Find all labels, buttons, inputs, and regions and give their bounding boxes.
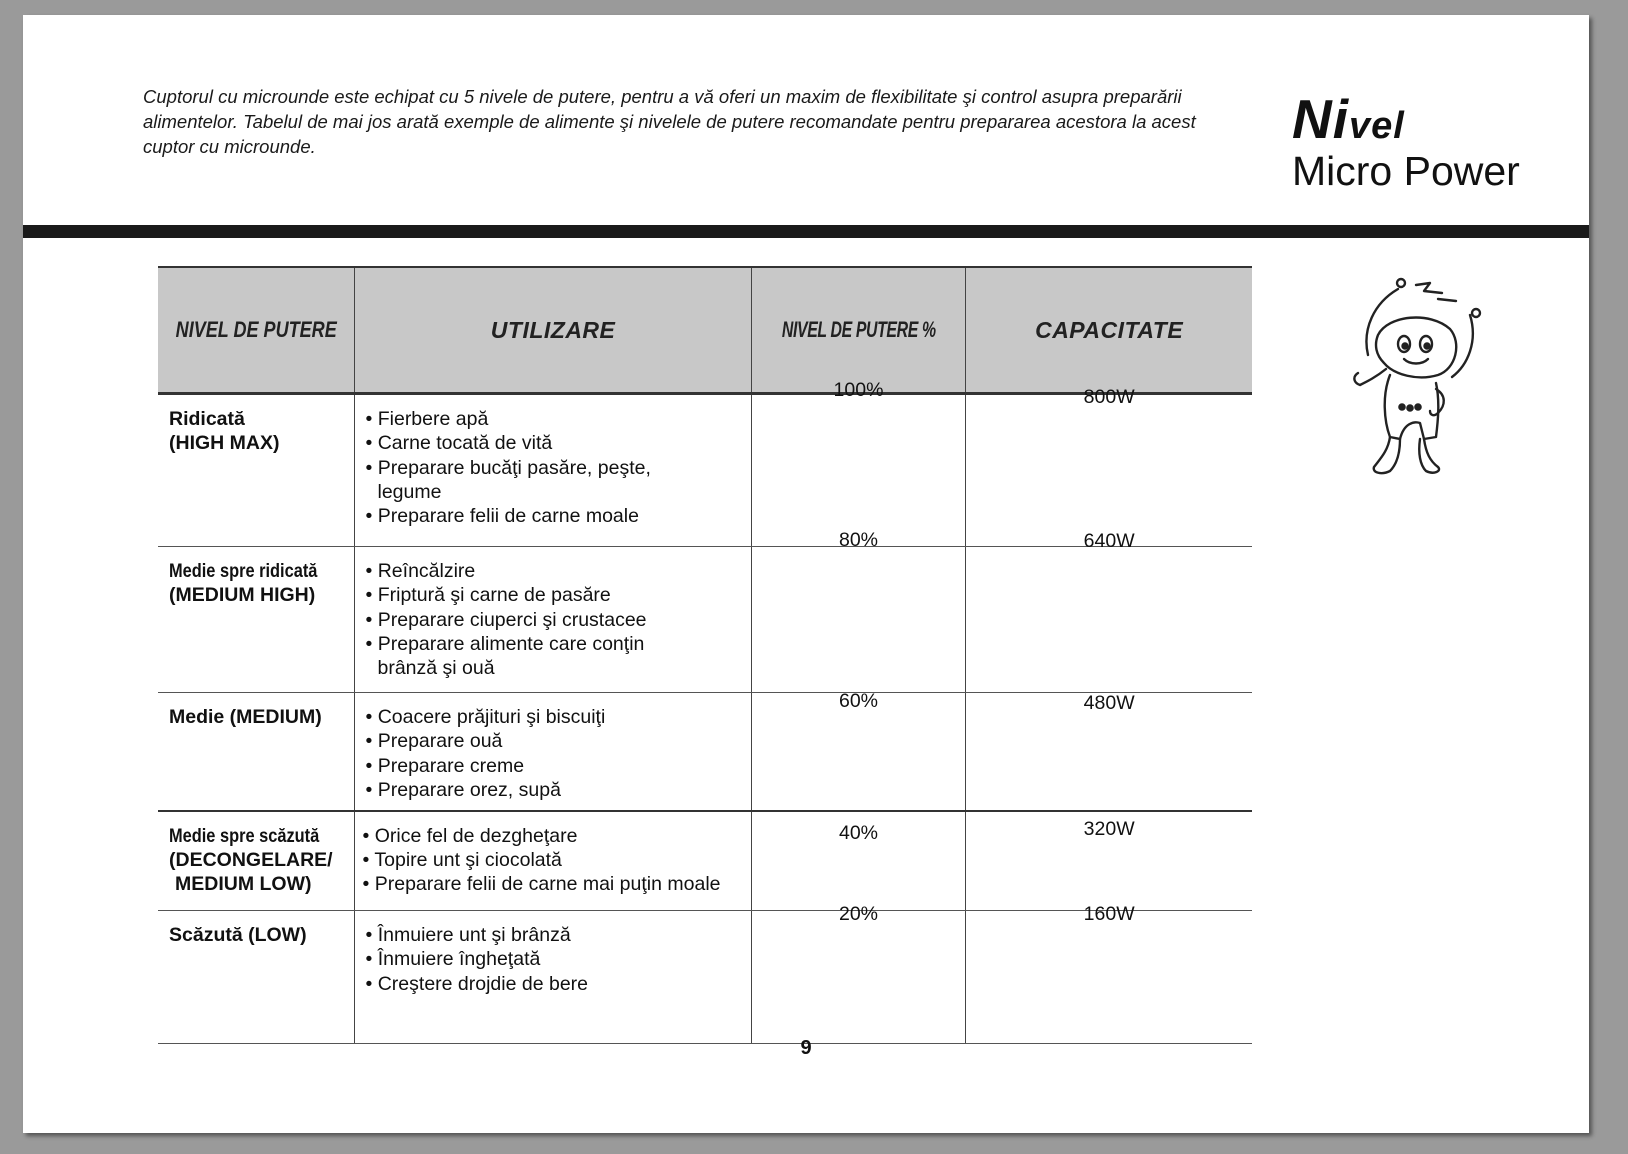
- level-cell: Medie (MEDIUM): [158, 693, 355, 811]
- intro-text: Cuptorul cu microunde este echipat cu 5 nivele de putere, pentru a vă oferi un maxim de flexibilitate şi control asupra preparării alimentelor. Tabelul de mai jos arată exemple de alimente şi nivelele de putere recomandate pentru prepararea acestora la acest cuptor cu microunde.: [143, 86, 1196, 157]
- belly-dot: [1415, 404, 1420, 409]
- arm-left-icon: [1354, 369, 1386, 385]
- list-item: • Preparare alimente care conţin: [365, 632, 645, 655]
- header-capacity: CAPACITATE: [966, 267, 1252, 394]
- page-subtitle: Micro Power: [1292, 148, 1520, 194]
- helmet-right: [1452, 315, 1473, 377]
- list-item: • Coacere prăjituri şi biscuiţi: [365, 706, 606, 728]
- list-item: • Preparare bucăţi pasăre, peşte,: [365, 456, 651, 479]
- table-row: [158, 547, 1252, 693]
- list-item: • Topire unt şi ciocolată: [362, 848, 562, 871]
- list-item: • Preparare creme: [365, 754, 525, 777]
- pupil-left: [1403, 344, 1408, 349]
- leg-right-icon: [1419, 439, 1439, 473]
- header-usage: UTILIZARE: [355, 267, 751, 394]
- capacity-cell: 640W: [966, 547, 1252, 693]
- capacity-cell: 320W: [966, 811, 1252, 911]
- usage-cell: [355, 693, 751, 811]
- list-item: • Preparare orez, supă: [365, 778, 561, 801]
- table-row: [158, 394, 1252, 547]
- usage-cell: [355, 547, 751, 693]
- list-item: • Preparare ciuperci şi crustacee: [365, 608, 647, 631]
- list-item: • Preparare felii de carne moale: [365, 505, 639, 528]
- table-header-row: [158, 267, 1252, 394]
- list-item: • Friptură şi carne de pasăre: [365, 584, 611, 607]
- spark-icon: [1416, 283, 1442, 293]
- list-item: • Orice fel de dezgheţare: [362, 824, 578, 847]
- table-row: [158, 811, 1252, 911]
- antenna-left-icon: [1397, 279, 1405, 287]
- list-item: • Reîncălzire: [365, 560, 476, 582]
- usage-cell: [355, 394, 751, 547]
- mouth-icon: [1404, 359, 1428, 364]
- head-icon: [1376, 318, 1456, 378]
- capacity-cell: 160W: [966, 911, 1252, 1044]
- title-big: Ni: [1292, 88, 1349, 150]
- leg-left-icon: [1374, 437, 1400, 473]
- usage-cell: [355, 911, 751, 1044]
- percent-cell: 80%: [751, 547, 966, 693]
- capacity-cell: 480W: [966, 693, 1252, 811]
- spark-line: [1438, 299, 1456, 301]
- list-item: • Preparare ouă: [365, 730, 503, 753]
- capacity-cell: 800W: [966, 394, 1252, 547]
- mascot-illustration: [1338, 271, 1498, 481]
- level-cell: Medie spre scăzută (DECONGELARE/ MEDIUM LOW): [158, 811, 355, 911]
- list-item: • Fierbere apă: [365, 408, 489, 430]
- list-item: • Înmuiere îngheţată: [365, 948, 541, 971]
- percent-cell: 20%: [751, 911, 966, 1044]
- usage-cell: [355, 811, 751, 911]
- header-power-percent: NIVEL DE PUTERE %: [751, 267, 966, 394]
- header-divider: [23, 225, 1589, 238]
- page-number: 9: [800, 1037, 812, 1059]
- belly-dot: [1407, 405, 1412, 410]
- title-small: vel: [1349, 105, 1405, 147]
- list-item: • Preparare felii de carne mai puţin moale: [362, 873, 721, 896]
- level-cell: Medie spre ridicată (MEDIUM HIGH): [158, 547, 355, 693]
- percent-cell: 60%: [751, 693, 966, 811]
- list-item: legume: [377, 480, 442, 503]
- header-power-level: NIVEL DE PUTERE: [158, 267, 355, 394]
- percent-cell: 40%: [751, 811, 966, 911]
- list-item: brânză şi ouă: [377, 657, 495, 680]
- antenna-right-icon: [1472, 309, 1480, 317]
- level-cell: Scăzută (LOW): [158, 911, 355, 1044]
- level-cell: Ridicată (HIGH MAX): [158, 394, 355, 547]
- table-row: [158, 693, 1252, 811]
- belly-dot: [1399, 404, 1404, 409]
- table-row: [158, 911, 1252, 1044]
- list-item: • Creştere drojdie de bere: [365, 972, 589, 995]
- manual-page: [23, 15, 1589, 1133]
- power-level-table: [158, 266, 1252, 1044]
- list-item: • Înmuiere unt şi brânză: [365, 924, 571, 946]
- list-item: • Carne tocată de vită: [365, 432, 553, 455]
- percent-cell: 100%: [751, 394, 966, 547]
- pupil-right: [1425, 344, 1430, 349]
